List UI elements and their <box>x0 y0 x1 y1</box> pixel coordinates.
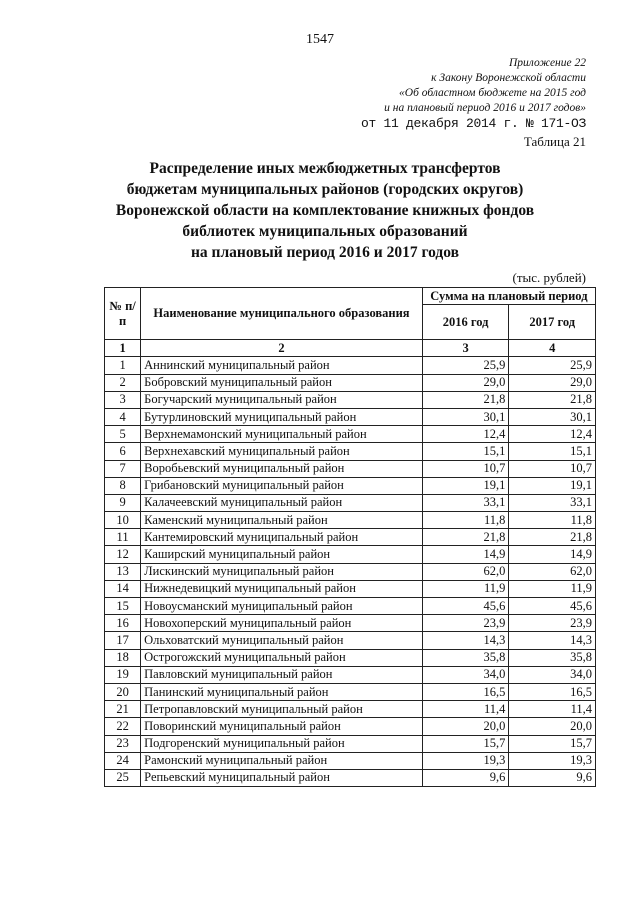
header-num: № п/п <box>105 288 141 340</box>
units-label: (тыс. рублей) <box>512 270 586 285</box>
row-name: Богучарский муниципальный район <box>141 391 423 408</box>
table-row <box>105 512 596 529</box>
row-value-2017: 23,9 <box>509 615 596 632</box>
row-value-2016: 33,1 <box>422 494 509 511</box>
table-row <box>105 752 596 769</box>
row-number: 23 <box>105 735 141 752</box>
row-value-2017: 9,6 <box>509 769 596 786</box>
row-number: 7 <box>105 460 141 477</box>
row-name: Бобровский муниципальный район <box>141 374 423 391</box>
row-name: Верхнемамонский муниципальный район <box>141 426 423 443</box>
row-value-2016: 25,9 <box>422 357 509 374</box>
table-row <box>105 598 596 615</box>
title-line: Воронежской области на комплектование книжных фондов <box>115 202 535 219</box>
row-name: Воробьевский муниципальный район <box>141 460 423 477</box>
table-row <box>105 546 596 563</box>
row-number: 22 <box>105 718 141 735</box>
row-name: Новохоперский муниципальный район <box>141 615 423 632</box>
row-value-2017: 19,3 <box>509 752 596 769</box>
header-name: Наименование муниципального образования <box>141 288 423 340</box>
row-value-2017: 29,0 <box>509 374 596 391</box>
row-name: Каширский муниципальный район <box>141 546 423 563</box>
document-title <box>60 158 590 263</box>
row-value-2017: 19,1 <box>509 477 596 494</box>
row-value-2016: 11,4 <box>422 701 509 718</box>
row-value-2016: 23,9 <box>422 615 509 632</box>
table-row <box>105 580 596 597</box>
row-value-2017: 21,8 <box>509 529 596 546</box>
row-number: 8 <box>105 477 141 494</box>
row-value-2016: 12,4 <box>422 426 509 443</box>
table-row <box>105 666 596 683</box>
law-date-stamp: от 11 декабря 2014 г. № 171-ОЗ <box>360 116 586 131</box>
row-name: Лискинский муниципальный район <box>141 563 423 580</box>
row-number: 20 <box>105 683 141 700</box>
transfers-table <box>104 287 596 787</box>
row-value-2017: 35,8 <box>509 649 596 666</box>
row-value-2017: 11,8 <box>509 512 596 529</box>
row-number: 9 <box>105 494 141 511</box>
appendix-line: Приложение 22 <box>508 57 586 69</box>
column-index: 3 <box>422 340 509 357</box>
table-row <box>105 391 596 408</box>
title-line: бюджетам муниципальных районов (городских округов) <box>126 181 524 198</box>
header-2017: 2017 год <box>509 305 596 340</box>
row-number: 18 <box>105 649 141 666</box>
table-row <box>105 529 596 546</box>
row-number: 3 <box>105 391 141 408</box>
row-number: 16 <box>105 615 141 632</box>
row-number: 5 <box>105 426 141 443</box>
row-name: Острогожский муниципальный район <box>141 649 423 666</box>
row-value-2016: 35,8 <box>422 649 509 666</box>
row-number: 21 <box>105 701 141 718</box>
row-value-2016: 45,6 <box>422 598 509 615</box>
row-value-2017: 11,4 <box>509 701 596 718</box>
row-name: Грибановский муниципальный район <box>141 477 423 494</box>
title-line: библиотек муниципальных образований <box>182 223 468 240</box>
row-number: 12 <box>105 546 141 563</box>
row-value-2017: 14,9 <box>509 546 596 563</box>
row-number: 25 <box>105 769 141 786</box>
row-value-2017: 62,0 <box>509 563 596 580</box>
column-index-row <box>105 340 596 357</box>
row-name: Репьевский муниципальный район <box>141 769 423 786</box>
row-number: 13 <box>105 563 141 580</box>
row-number: 19 <box>105 666 141 683</box>
row-name: Каменский муниципальный район <box>141 512 423 529</box>
row-value-2017: 16,5 <box>509 683 596 700</box>
row-name: Подгоренский муниципальный район <box>141 735 423 752</box>
table-row <box>105 408 596 425</box>
row-name: Верхнехавский муниципальный район <box>141 443 423 460</box>
row-number: 1 <box>105 357 141 374</box>
row-value-2016: 20,0 <box>422 718 509 735</box>
row-value-2016: 21,8 <box>422 529 509 546</box>
row-value-2017: 15,7 <box>509 735 596 752</box>
table-row <box>105 477 596 494</box>
row-number: 24 <box>105 752 141 769</box>
appendix-line: «Об областном бюджете на 2015 год <box>399 87 586 99</box>
row-name: Новоусманский муниципальный район <box>141 598 423 615</box>
row-value-2016: 11,9 <box>422 580 509 597</box>
row-value-2016: 15,1 <box>422 443 509 460</box>
row-name: Ольховатский муниципальный район <box>141 632 423 649</box>
row-value-2016: 19,1 <box>422 477 509 494</box>
table-row <box>105 426 596 443</box>
row-name: Петропавловский муниципальный район <box>141 701 423 718</box>
row-value-2016: 19,3 <box>422 752 509 769</box>
row-value-2016: 30,1 <box>422 408 509 425</box>
row-name: Калачеевский муниципальный район <box>141 494 423 511</box>
row-value-2016: 14,9 <box>422 546 509 563</box>
row-value-2017: 12,4 <box>509 426 596 443</box>
row-number: 2 <box>105 374 141 391</box>
row-value-2016: 10,7 <box>422 460 509 477</box>
column-index: 2 <box>141 340 423 357</box>
row-value-2017: 11,9 <box>509 580 596 597</box>
row-value-2017: 25,9 <box>509 357 596 374</box>
row-value-2016: 14,3 <box>422 632 509 649</box>
table-label: Таблица 21 <box>523 134 586 149</box>
row-value-2016: 21,8 <box>422 391 509 408</box>
row-value-2017: 21,8 <box>509 391 596 408</box>
row-value-2017: 33,1 <box>509 494 596 511</box>
table-row <box>105 701 596 718</box>
row-number: 17 <box>105 632 141 649</box>
table-row <box>105 649 596 666</box>
title-line: на плановый период 2016 и 2017 годов <box>191 244 459 261</box>
table-row <box>105 494 596 511</box>
row-value-2016: 11,8 <box>422 512 509 529</box>
row-number: 14 <box>105 580 141 597</box>
row-value-2016: 29,0 <box>422 374 509 391</box>
row-name: Бутурлиновский муниципальный район <box>141 408 423 425</box>
table-row <box>105 735 596 752</box>
header-2016: 2016 год <box>422 305 509 340</box>
row-name: Рамонский муниципальный район <box>141 752 423 769</box>
header-sum: Сумма на плановый период <box>422 288 595 305</box>
row-value-2017: 30,1 <box>509 408 596 425</box>
row-name: Кантемировский муниципальный район <box>141 529 423 546</box>
row-name: Поворинский муниципальный район <box>141 718 423 735</box>
appendix-line: и на плановый период 2016 и 2017 годов» <box>384 102 586 114</box>
row-name: Аннинский муниципальный район <box>141 357 423 374</box>
table-row <box>105 374 596 391</box>
row-value-2016: 9,6 <box>422 769 509 786</box>
row-value-2016: 16,5 <box>422 683 509 700</box>
row-value-2017: 20,0 <box>509 718 596 735</box>
row-number: 4 <box>105 408 141 425</box>
table-row <box>105 563 596 580</box>
appendix-note <box>256 56 586 116</box>
table-row <box>105 443 596 460</box>
row-value-2016: 62,0 <box>422 563 509 580</box>
row-name: Павловский муниципальный район <box>141 666 423 683</box>
column-index: 1 <box>105 340 141 357</box>
row-value-2016: 34,0 <box>422 666 509 683</box>
page-number: 1547 <box>306 32 334 47</box>
table-row <box>105 615 596 632</box>
row-value-2017: 10,7 <box>509 460 596 477</box>
row-value-2017: 15,1 <box>509 443 596 460</box>
table-row <box>105 718 596 735</box>
table-row <box>105 683 596 700</box>
row-number: 11 <box>105 529 141 546</box>
row-number: 15 <box>105 598 141 615</box>
row-number: 6 <box>105 443 141 460</box>
title-line: Распределение иных межбюджетных трансфертов <box>149 160 501 177</box>
row-number: 10 <box>105 512 141 529</box>
row-name: Панинский муниципальный район <box>141 683 423 700</box>
row-value-2016: 15,7 <box>422 735 509 752</box>
header-row <box>105 288 596 305</box>
row-name: Нижнедевицкий муниципальный район <box>141 580 423 597</box>
table-row <box>105 632 596 649</box>
table-row <box>105 769 596 786</box>
row-value-2017: 14,3 <box>509 632 596 649</box>
table-row <box>105 460 596 477</box>
table-row <box>105 357 596 374</box>
column-index: 4 <box>509 340 596 357</box>
row-value-2017: 34,0 <box>509 666 596 683</box>
row-value-2017: 45,6 <box>509 598 596 615</box>
appendix-line: к Закону Воронежской области <box>431 72 586 84</box>
